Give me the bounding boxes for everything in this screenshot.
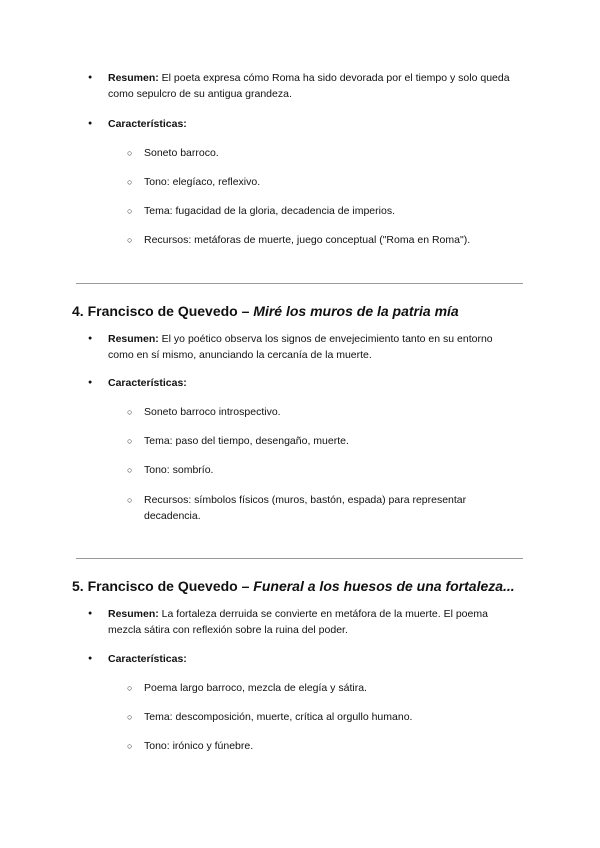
summary-label: Resumen: <box>108 608 159 620</box>
feature-item: ○ Poema largo barroco, mezcla de elegía y sátira. <box>144 680 524 696</box>
summary-text: El poeta expresa cómo Roma ha sido devorada por el tiempo y solo queda como sepulcro de su antigua grandeza. <box>108 72 510 100</box>
summary-text: La fortaleza derruida se convierte en metáfora de la muerte. El poema mezcla sátira con reflexión sobre la ruina del poder. <box>108 608 488 636</box>
summary-bullet <box>108 606 518 638</box>
feature-item: ○ Tema: fugacidad de la gloria, decadencia de imperios. <box>144 203 524 219</box>
summary-bullet <box>108 331 518 363</box>
features-label: Características: <box>108 118 187 130</box>
summary-label: Resumen: <box>108 333 159 345</box>
section-heading <box>72 577 542 595</box>
feature-item: ○ Recursos: símbolos físicos (muros, bastón, espada) para representar decadencia. <box>144 492 524 524</box>
feature-item: ○ Tema: descomposición, muerte, crítica al orgullo humano. <box>144 709 524 725</box>
feature-item: ○ Tema: paso del tiempo, desengaño, muerte. <box>144 433 524 449</box>
heading-title: Miré los muros de la patria mía <box>253 303 459 319</box>
summary-label: Resumen: <box>108 72 159 84</box>
heading-title: Funeral a los huesos de una fortaleza... <box>253 578 515 594</box>
section-divider <box>76 283 523 284</box>
summary-bullet <box>108 70 518 102</box>
feature-item: ○ Tono: elegíaco, reflexivo. <box>144 174 524 190</box>
features-label: Características: <box>108 377 187 389</box>
section-heading <box>72 302 542 320</box>
features-label: Características: <box>108 653 187 665</box>
heading-author: 4. Francisco de Quevedo – <box>72 303 254 319</box>
features-bullet <box>108 116 518 132</box>
section-divider <box>76 558 523 559</box>
heading-author: 5. Francisco de Quevedo – <box>72 578 254 594</box>
summary-text: El yo poético observa los signos de envejecimiento tanto en su entorno como en sí mismo, anunciando la cercanía de la muerte. <box>108 333 493 361</box>
feature-item: ○ Soneto barroco. <box>144 145 524 161</box>
feature-item: ○ Tono: irónico y fúnebre. <box>144 738 524 754</box>
feature-item: ○ Tono: sombrío. <box>144 462 524 478</box>
features-bullet <box>108 651 518 667</box>
features-bullet <box>108 375 518 391</box>
feature-item: ○ Soneto barroco introspectivo. <box>144 404 524 420</box>
feature-item: ○ Recursos: metáforas de muerte, juego conceptual ("Roma en Roma"). <box>144 232 524 248</box>
